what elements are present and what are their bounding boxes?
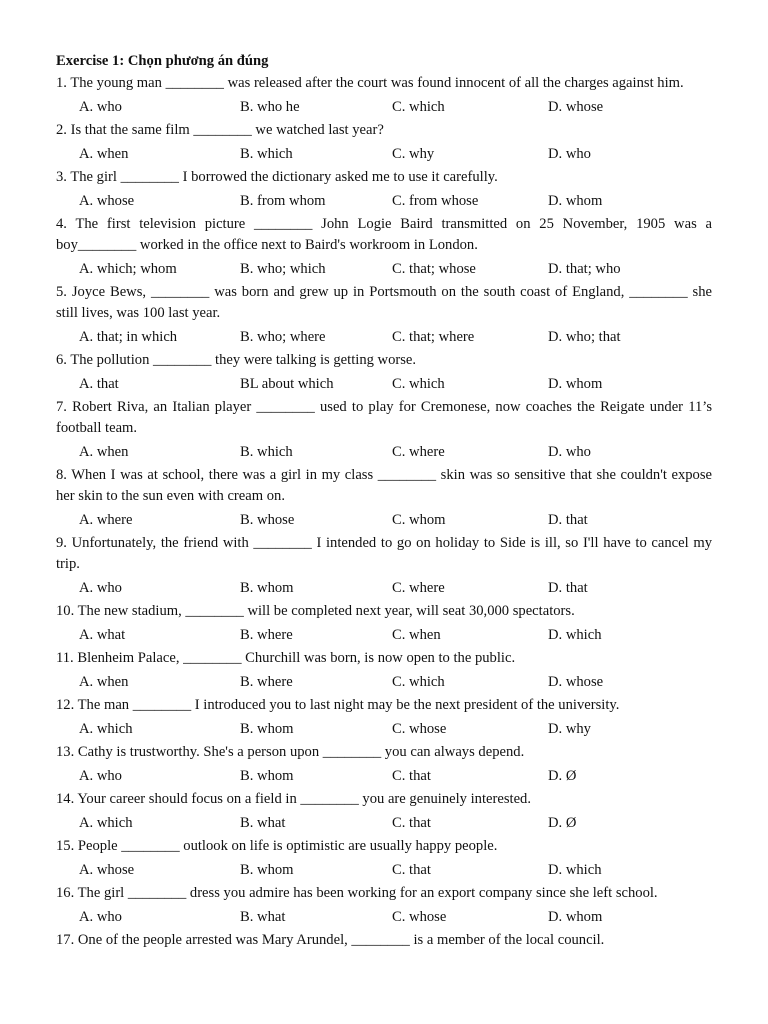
question-text: 5. Joyce Bews, ________ was born and grew up in Portsmouth on the south coast of England, ________ she still lives, was 100 last year. [56, 284, 712, 321]
question-text: 16. The girl ________ dress you admire has been working for an export company since she left school. [56, 885, 658, 901]
answer-option: D. whose [548, 99, 604, 115]
answer-option: B. which [240, 444, 293, 460]
answer-options [56, 191, 712, 211]
answer-option: B. whom [240, 862, 294, 878]
answer-options [56, 719, 712, 739]
answer-options [56, 766, 712, 786]
answer-option: A. when [79, 674, 129, 690]
answer-option: C. from whose [392, 193, 479, 209]
question-text: 15. People ________ outlook on life is optimistic are usually happy people. [56, 838, 498, 854]
answer-options [56, 672, 712, 692]
answer-option: C. which [392, 376, 445, 392]
answer-option: A. who [79, 580, 122, 596]
question-text: 13. Cathy is trustworthy. She's a person upon ________ you can always depend. [56, 744, 525, 760]
answer-options [56, 625, 712, 645]
answer-options [56, 510, 712, 530]
answer-options [56, 578, 712, 598]
answer-option: A. who [79, 99, 122, 115]
answer-option: D. which [548, 627, 602, 643]
answer-option: A. what [79, 627, 126, 643]
answer-option: D. whom [548, 376, 603, 392]
answer-option: C. that; whose [392, 261, 476, 277]
answer-option: D. whom [548, 193, 603, 209]
answer-option: B. what [240, 815, 286, 831]
answer-options [56, 813, 712, 833]
answer-option: D. who [548, 444, 591, 460]
answer-option: C. whom [392, 512, 446, 528]
answer-option: B. from whom [240, 193, 326, 209]
question-text: 1. The young man ________ was released after the court was found innocent of all the charges against him. [56, 75, 684, 91]
answer-option: B. who he [240, 99, 300, 115]
answer-option: D. who; that [548, 329, 621, 345]
answer-options [56, 442, 712, 462]
answer-option: B. what [240, 909, 286, 925]
answer-option: C. where [392, 580, 445, 596]
answer-option: A. whose [79, 862, 135, 878]
answer-option: B. where [240, 674, 293, 690]
answer-option: D. why [548, 721, 591, 737]
question-text: 4. The first television picture ________ John Logie Baird transmitted on 25 November, 1905 was a boy________ worked in the office next to Baird's workroom in London. [56, 216, 712, 253]
answer-option: D. that [548, 512, 588, 528]
question-text: 3. The girl ________ I borrowed the dictionary asked me to use it carefully. [56, 169, 498, 185]
answer-option: A. which [79, 815, 133, 831]
answer-option: C. where [392, 444, 445, 460]
question-text: 10. The new stadium, ________ will be completed next year, will seat 30,000 spectators. [56, 603, 575, 619]
answer-option: B. which [240, 146, 293, 162]
answer-option: A. when [79, 444, 129, 460]
exercise-title: Exercise 1: Chọn phương án đúng [56, 53, 269, 69]
answer-option: C. which [392, 674, 445, 690]
answer-option: C. whose [392, 909, 447, 925]
answer-option: A. where [79, 512, 133, 528]
answer-options [56, 97, 712, 117]
answer-option: BL about which [240, 376, 334, 392]
answer-option: C. that [392, 815, 431, 831]
question-text: 2. Is that the same film ________ we watched last year? [56, 122, 384, 138]
answer-option: D. which [548, 862, 602, 878]
answer-options [56, 144, 712, 164]
answer-option: C. which [392, 99, 445, 115]
answer-option: B. whose [240, 512, 295, 528]
answer-option: A. whose [79, 193, 135, 209]
answer-option: B. whom [240, 580, 294, 596]
question-text: 11. Blenheim Palace, ________ Churchill was born, is now open to the public. [56, 650, 516, 666]
answer-option: B. who; which [240, 261, 326, 277]
answer-option: A. which [79, 721, 133, 737]
answer-options [56, 374, 712, 394]
answer-option: C. why [392, 146, 435, 162]
answer-option: B. where [240, 627, 293, 643]
answer-option: C. that [392, 862, 431, 878]
answer-option: D. whose [548, 674, 604, 690]
answer-option: A. that; in which [79, 329, 178, 345]
answer-option: A. who [79, 768, 122, 784]
answer-option: C. that; where [392, 329, 475, 345]
answer-option: B. whom [240, 721, 294, 737]
answer-option: B. who; where [240, 329, 326, 345]
question-text: 6. The pollution ________ they were talking is getting worse. [56, 352, 417, 368]
answer-option: D. that; who [548, 261, 621, 277]
answer-option: C. whose [392, 721, 447, 737]
answer-option: B. whom [240, 768, 294, 784]
answer-option: A. when [79, 146, 129, 162]
answer-options [56, 860, 712, 880]
answer-options [56, 259, 712, 279]
answer-option: D. that [548, 580, 588, 596]
answer-option: A. that [79, 376, 119, 392]
question-text: 14. Your career should focus on a field in ________ you are genuinely interested. [56, 791, 531, 807]
answer-option: A. who [79, 909, 122, 925]
answer-option: D. whom [548, 909, 603, 925]
question-text: 17. One of the people arrested was Mary Arundel, ________ is a member of the local council. [56, 932, 605, 948]
question-text: 12. The man ________ I introduced you to last night may be the next president of the university. [56, 697, 620, 713]
answer-option: C. that [392, 768, 431, 784]
question-text: 7. Robert Riva, an Italian player ________ used to play for Cremonese, now coaches the Reigate under 11’s football team. [56, 399, 712, 436]
answer-option: C. when [392, 627, 441, 643]
question-text: 8. When I was at school, there was a girl in my class ________ skin was so sensitive that she couldn't expose her skin to the sun even with cream on. [56, 467, 712, 504]
answer-option: D. Ø [548, 768, 577, 784]
answer-options [56, 907, 712, 927]
answer-option: A. which; whom [79, 261, 177, 277]
answer-option: D. Ø [548, 815, 577, 831]
answer-option: D. who [548, 146, 591, 162]
question-list [56, 73, 712, 951]
question-text: 9. Unfortunately, the friend with ________ I intended to go on holiday to Side is ill, so I'll have to cancel my trip. [56, 535, 712, 572]
answer-options [56, 327, 712, 347]
